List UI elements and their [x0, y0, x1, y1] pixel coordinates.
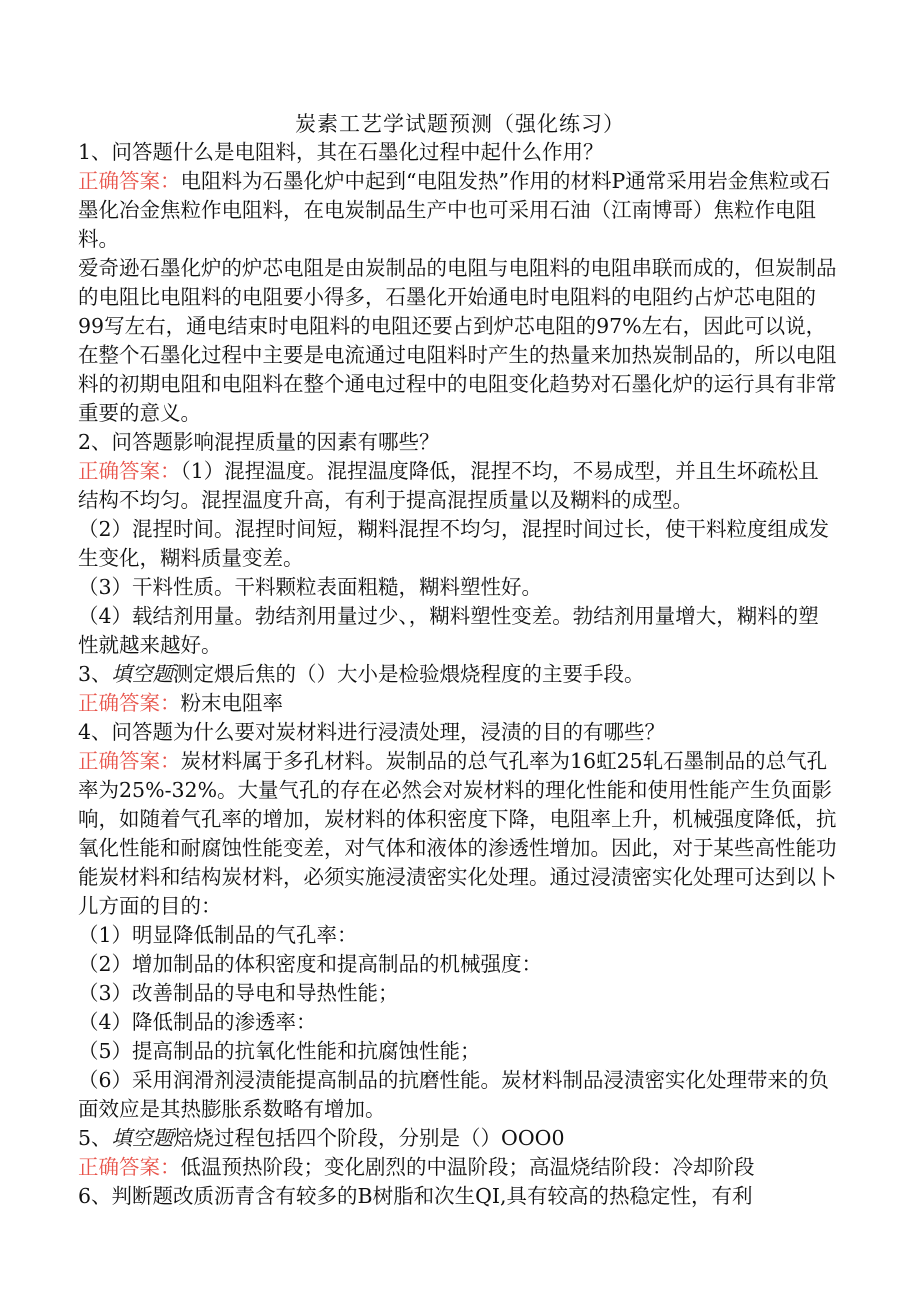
question-3-answer: [78, 689, 838, 718]
question-4-item-1: （1）明显降低制品的气孔率：: [78, 923, 358, 947]
question-4-item-2: （2）增加制品的体积密度和提高制品的机械强度：: [78, 952, 543, 976]
question-4-answer-text: 炭材料属于多孔材料。炭制品的总气孔率为16虹25轧石墨制品的总气孔率为25%-32%。大量气孔的存在必然会对炭材料的理化性能和使用性能产生负面影响，如随着气孔率的增加，炭材料的体积密度下降，电阻率上升，机械强度降低，抗氧化性能和耐腐蚀性能变差，对气体和液体的渗透性增加。因此，对于某些高性能功能炭材料和结构炭材料，必须实施浸渍密实化处理。通过浸渍密实化处理可达到以卜儿方面的目的：: [78, 749, 837, 918]
question-4-heading: 4、问答题为什么要对炭材料进行浸渍处理，浸渍的目的有哪些？: [78, 720, 666, 744]
answer-label: 正确答案：: [78, 169, 181, 193]
question-2-item-3: （3）干料性质。干料颗粒表面粗糙，糊料塑性好。: [78, 575, 543, 599]
question-3-heading: [78, 660, 838, 689]
question-3-number: 3、: [78, 662, 112, 686]
question-1-answer: [78, 167, 838, 254]
page-title: 炭素工艺学试题预测（强化练习）: [295, 112, 625, 136]
answer-label: 正确答案：: [78, 749, 181, 773]
question-5-answer: [78, 1153, 838, 1182]
question-1-detail: 爱奇逊石墨化炉的炉芯电阻是由炭制品的电阻与电阻料的电阻串联而成的，但炭制品的电阻比电阻料的电阻要小得多，石墨化开始通电时电阻料的电阻约占炉芯电阻的99写左右，通电结束时电阻料的电阻还要占到炉芯电阻的97%左右，因此可以说，在整个石墨化过程中主要是电流通过电阻料时产生的热量来加热炭制品的，所以电阻料的初期电阻和电阻料在整个通电过程中的电阻变化趋势对石墨化炉的运行具有非常重要的意义。: [78, 256, 837, 425]
question-1-heading: 1、问答题什么是电阻料，其在石墨化过程中起什么作用？: [78, 140, 604, 164]
question-2-item-2: （2）混捏时间。混捏时间短，糊料混捏不均匀，混捏时间过长，使干料粒度组成发生变化，糊料质量变差。: [78, 517, 830, 570]
answer-label: 正确答案：: [78, 691, 181, 715]
question-1-answer-text: 电阻料为石墨化炉中起到“电阻发热”作用的材料P通常采用岩金焦粒或石墨化冶金焦粒作电阻料，在电炭制品生产中也可采用石油（江南博哥）焦粒作电阻料。: [78, 169, 831, 251]
question-5-text: 焙烧过程包括四个阶段，分别是（）OOO0: [173, 1126, 565, 1150]
question-5-number: 5、: [78, 1126, 112, 1150]
question-5-heading: [78, 1124, 838, 1153]
question-6-heading: 6、判断题改质沥青含有较多的B树脂和次生QI,具有较高的热稳定性，有利: [78, 1184, 753, 1208]
question-2-item-4: （4）载结剂用量。勃结剂用量过少、，糊料塑性变差。勃结剂用量增大，糊料的塑性就越来越好。: [78, 604, 819, 657]
answer-label: 正确答案：: [78, 459, 181, 483]
question-5-answer-text: 低温预热阶段；变化剧烈的中温阶段；高温烧结阶段：冷却阶段: [180, 1155, 755, 1179]
question-5-type: 填空题: [111, 1126, 174, 1150]
question-4-item-4: （4）降低制品的渗透率：: [78, 1010, 317, 1034]
question-4-item-3: （3）改善制品的导电和导热性能；: [78, 981, 399, 1005]
question-4-item-5: （5）提高制品的抗氧化性能和抗腐蚀性能；: [78, 1039, 481, 1063]
question-4-item-6: （6）采用润滑剂浸渍能提高制品的抗磨性能。炭材料制品浸渍密实化处理带来的负面效应是其热膨胀系数略有增加。: [78, 1068, 830, 1121]
question-3-type: 填空题: [111, 662, 174, 686]
answer-label: 正确答案：: [78, 1155, 181, 1179]
question-3-answer-text: 粉末电阻率: [180, 691, 283, 715]
document-body: [78, 138, 838, 1211]
question-2-answer: [78, 457, 838, 515]
question-4-answer: [78, 747, 838, 921]
question-3-text: 测定煨后焦的（）大小是检验煨烧程度的主要手段。: [173, 662, 645, 686]
question-2-answer-text: （1）混捏温度。混捏温度降低，混捏不均，不易成型，并且生坏疏松且结构不均匀。混捏温度升高，有利于提高混捏质量以及糊料的成型。: [78, 459, 819, 512]
question-2-heading: 2、问答题影响混捏质量的因素有哪些？: [78, 430, 440, 454]
